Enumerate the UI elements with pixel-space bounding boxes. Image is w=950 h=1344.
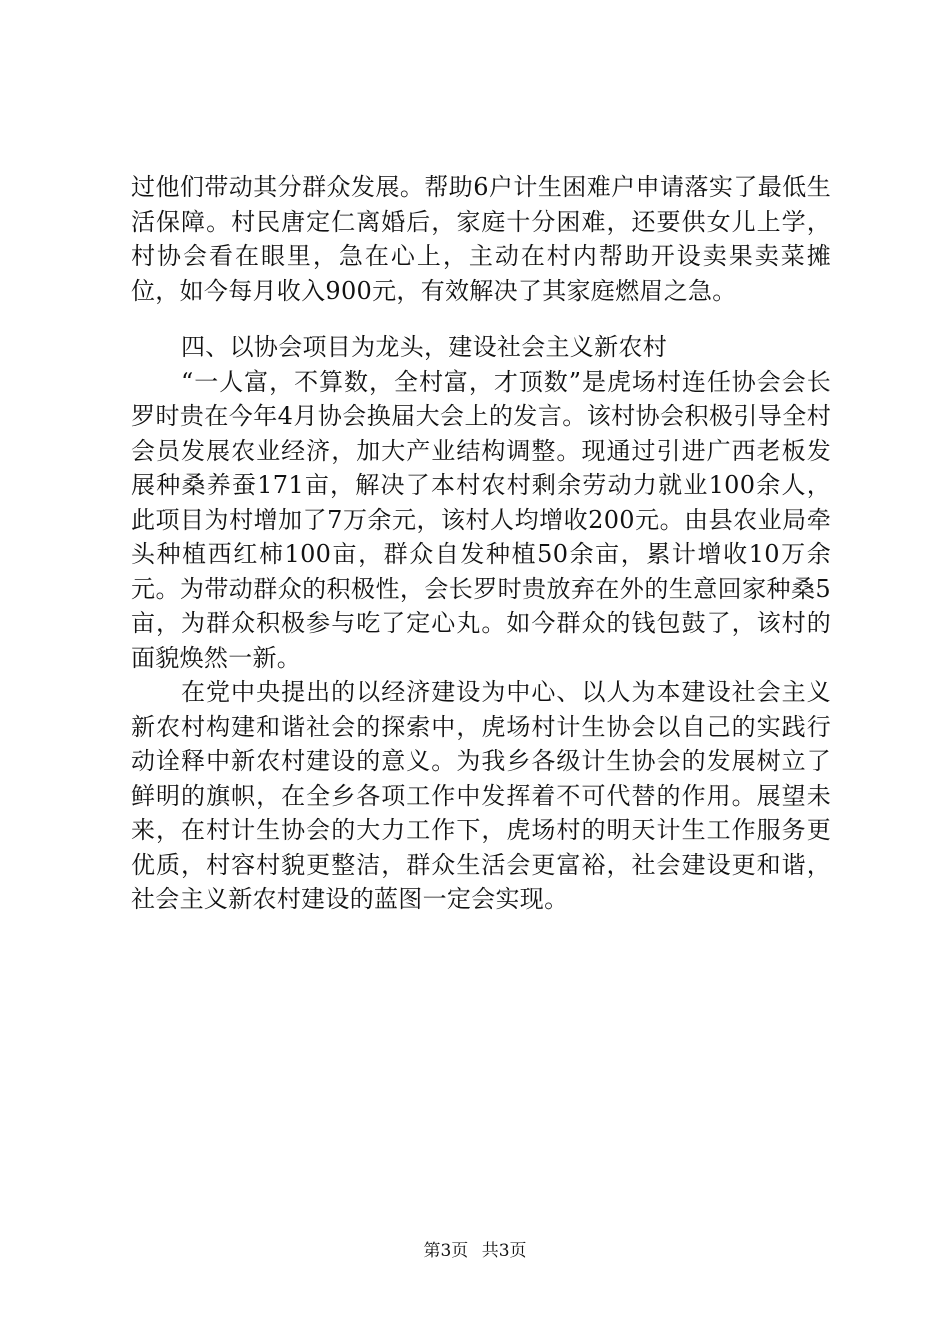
section-heading: 四、以协会项目为龙头，建设社会主义新农村: [181, 333, 667, 361]
page-footer: [0, 1240, 950, 1262]
page-number: 第3页: [423, 1241, 469, 1261]
paragraph-continuation: 过他们带动其分群众发展。帮助6户计生困难户申请落实了最低生活保障。村民唐定仁离婚后，家庭十分困难，还要供女儿上学，村协会看在眼里，急在心上，主动在村内帮助开设卖果卖菜摊位，如今每月收入900元，有效解决了其家庭燃眉之急。: [131, 173, 831, 305]
page-total: 共3页: [481, 1241, 527, 1261]
document-body: [131, 170, 831, 917]
paragraph-conclusion: 在党中央提出的以经济建设为中心、以人为本建设社会主义新农村构建和谐社会的探索中，虎场村计生协会以自己的实践行动诠释中新农村建设的意义。为我乡各级计生协会的发展树立了鲜明的旗帜，在全乡各项工作中发挥着不可代替的作用。展望未来，在村计生协会的大力工作下，虎场村的明天计生工作服务更优质，村容村貌更整洁，群众生活会更富裕，社会建设更和谐，社会主义新农村建设的蓝图一定会实现。: [131, 678, 831, 913]
paragraph-project: “一人富，不算数，全村富，才顶数”是虎场村连任协会会长罗时贵在今年4月协会换届大会上的发言。该村协会积极引导全村会员发展农业经济，加大产业结构调整。现通过引进广西老板发展种桑养蚕171亩，解决了本村农村剩余劳动力就业100余人，此项目为村增加了7万余元，该村人均增收200元。由县农业局牵头种植西红柿100亩，群众自发种植50余亩，累计增收10万余元。为带动群众的积极性，会长罗时贵放弃在外的生意回家种桑5亩，为群众积极参与吃了定心丸。如今群众的钱包鼓了，该村的面貌焕然一新。: [131, 367, 831, 672]
